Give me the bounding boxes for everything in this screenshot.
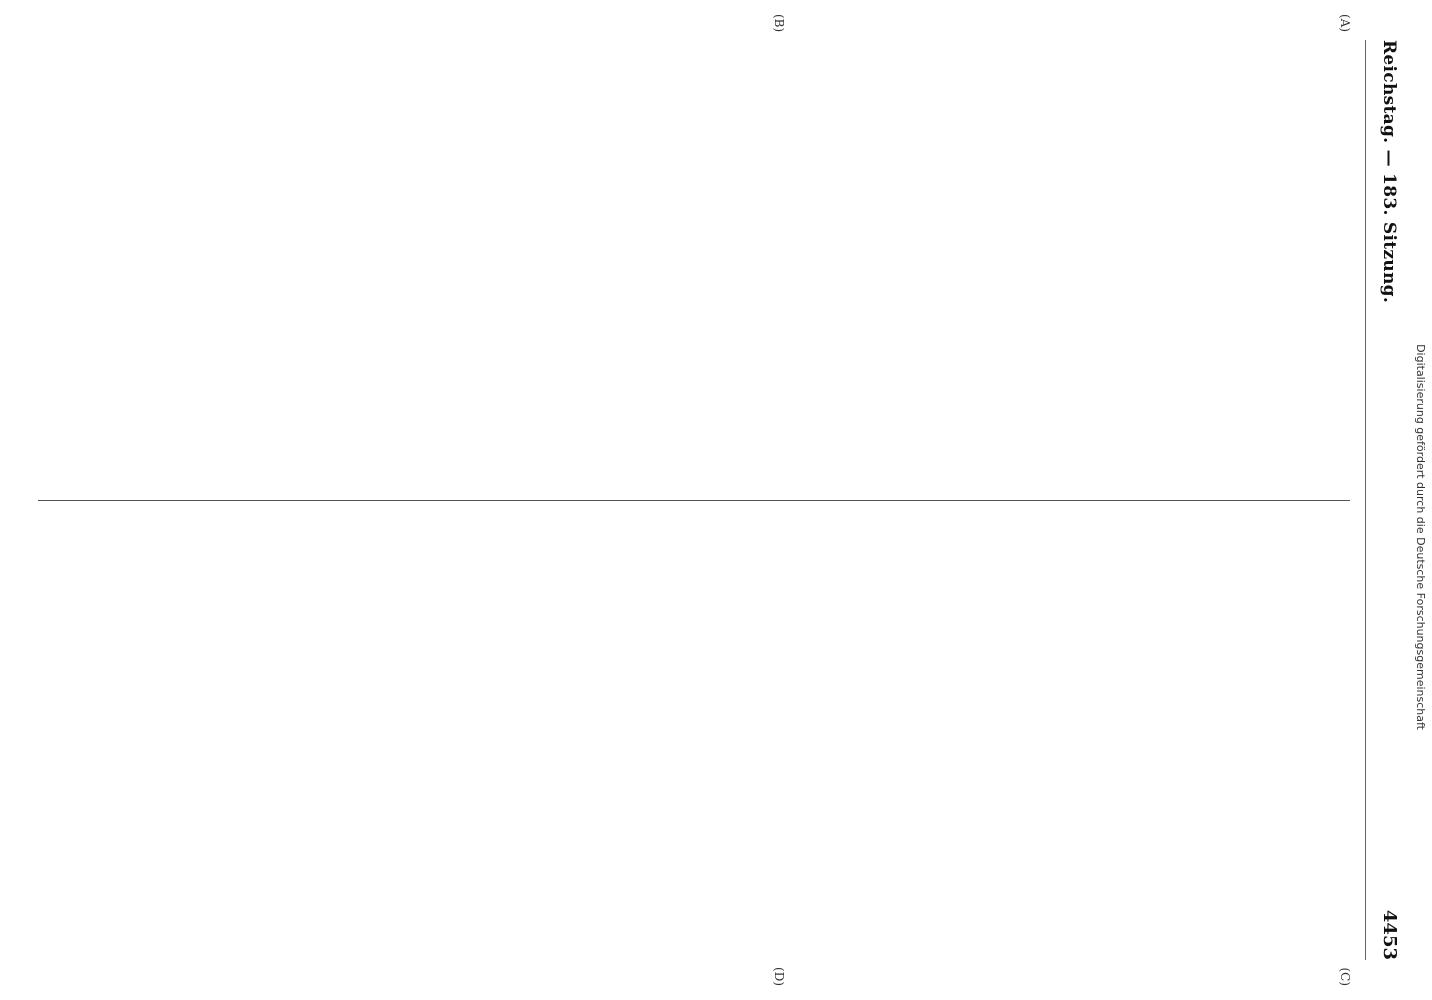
margin-marker-c: (C) [1338,967,1352,986]
text-columns [38,40,1350,960]
digitization-credit-text: Digitalisierung gefördert durch die Deutsche Forschungsgemeinschaft [1414,344,1427,730]
margin-marker-a: (A) [1338,14,1352,33]
page-number: 4453 [1379,909,1400,960]
rotated-page [6,10,1426,990]
running-head: Reichstag. — 183. Sitzung. [1379,40,1399,304]
right-column [38,529,1350,961]
margin-marker-b: (B) [772,14,786,33]
page-header [1365,40,1400,960]
digitization-credit [1412,30,1428,730]
left-column [38,40,1350,472]
margin-marker-d: (D) [772,967,786,986]
column-divider [38,500,1350,501]
